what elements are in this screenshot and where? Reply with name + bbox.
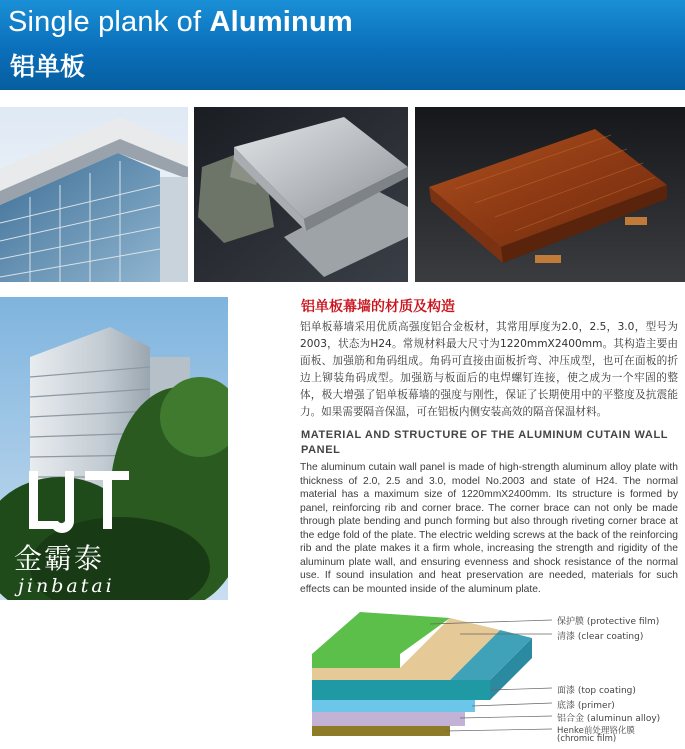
chinese-body-text: 铝单板幕墙采用优质高强度铝合金板材，其常用厚度为2.0，2.5，3.0，型号为2003，状态为H24。常规材料最大尺寸为1220mmX2400mm。其构造主要由面板、加强筋和角码组成。角码可直接由面板折弯、冲压成型，也可在面板的折边上铆装角码成型。加强筋与板面后的电焊螺钉连接，使之成为一个牢固的整体，极大增强了铝单板幕墙的强度与刚性，保证了长期使用中的平整度及抗震能力。如果需要隔音保温，可在铝板内侧安装高效的隔音保温材料。 xyxy=(300,321,678,418)
label-clear-coating: 清漆 (clear coating) xyxy=(557,632,644,642)
label-primer: 底漆 (primer) xyxy=(557,701,615,711)
title-prefix: Single plank of xyxy=(8,6,210,38)
chinese-section-heading: 铝单板幕墙的材质及构造 xyxy=(301,299,455,315)
label-chromic-film: Henke前处理铬化膜 xyxy=(557,726,635,736)
logo-mark-icon xyxy=(25,465,135,535)
english-body-text: The aluminum cutain wall panel is made of high-strength aluminum alloy plate with thickness of 2.0, 2.5 and 3.0, model No.2003 and state of H24. The normal material has a maximum size of 1220mmX2400mm. Its structure is formed by panel, reinforcing rib and corner brace. The corner brace can not only be made through plate bending and punch forming but also through riveting corner brace at the edge fold of the plate. The electric welding screws at the back of the reinforcing rib and the plate makes it a firm whole, increasing the strength and rigidity of the aluminum plate wall, and ensuring evenness and shock resistance of the normal use. If sound insulation and heat preservation are needed, materials for such effects can be mounted inside of the aluminum plate. xyxy=(300,462,678,595)
label-aluminum-alloy: 铝合金 (aluminun alloy) xyxy=(557,714,661,724)
label-top-coating: 面漆 (top coating) xyxy=(557,686,636,696)
coating-layer-diagram xyxy=(300,604,560,749)
title-bold: Aluminum xyxy=(209,6,353,38)
layer-chromic-film xyxy=(312,726,450,736)
layer-aluminum-alloy xyxy=(312,712,465,726)
logo-chinese-name: 金霸泰 xyxy=(14,542,105,575)
layer-protective-film xyxy=(312,654,400,668)
page-subtitle: 铝单板 xyxy=(10,52,86,81)
label-protective-film: 保护膜 (protective film) xyxy=(557,617,660,627)
layer-top-coating xyxy=(312,680,490,700)
label-chromic-film-en: (chromic film) xyxy=(557,734,617,744)
header-banner xyxy=(0,0,685,90)
page-title xyxy=(8,6,353,39)
layer-primer xyxy=(312,700,475,712)
panel-sample-photo xyxy=(194,107,408,282)
logo-english-name: jinbatai xyxy=(18,575,115,597)
woodgrain-panel-photo xyxy=(415,107,685,282)
english-section-heading: MATERIAL AND STRUCTURE OF THE ALUMINUM CUTAIN WALL PANEL xyxy=(301,429,668,456)
building-photo xyxy=(0,107,188,282)
